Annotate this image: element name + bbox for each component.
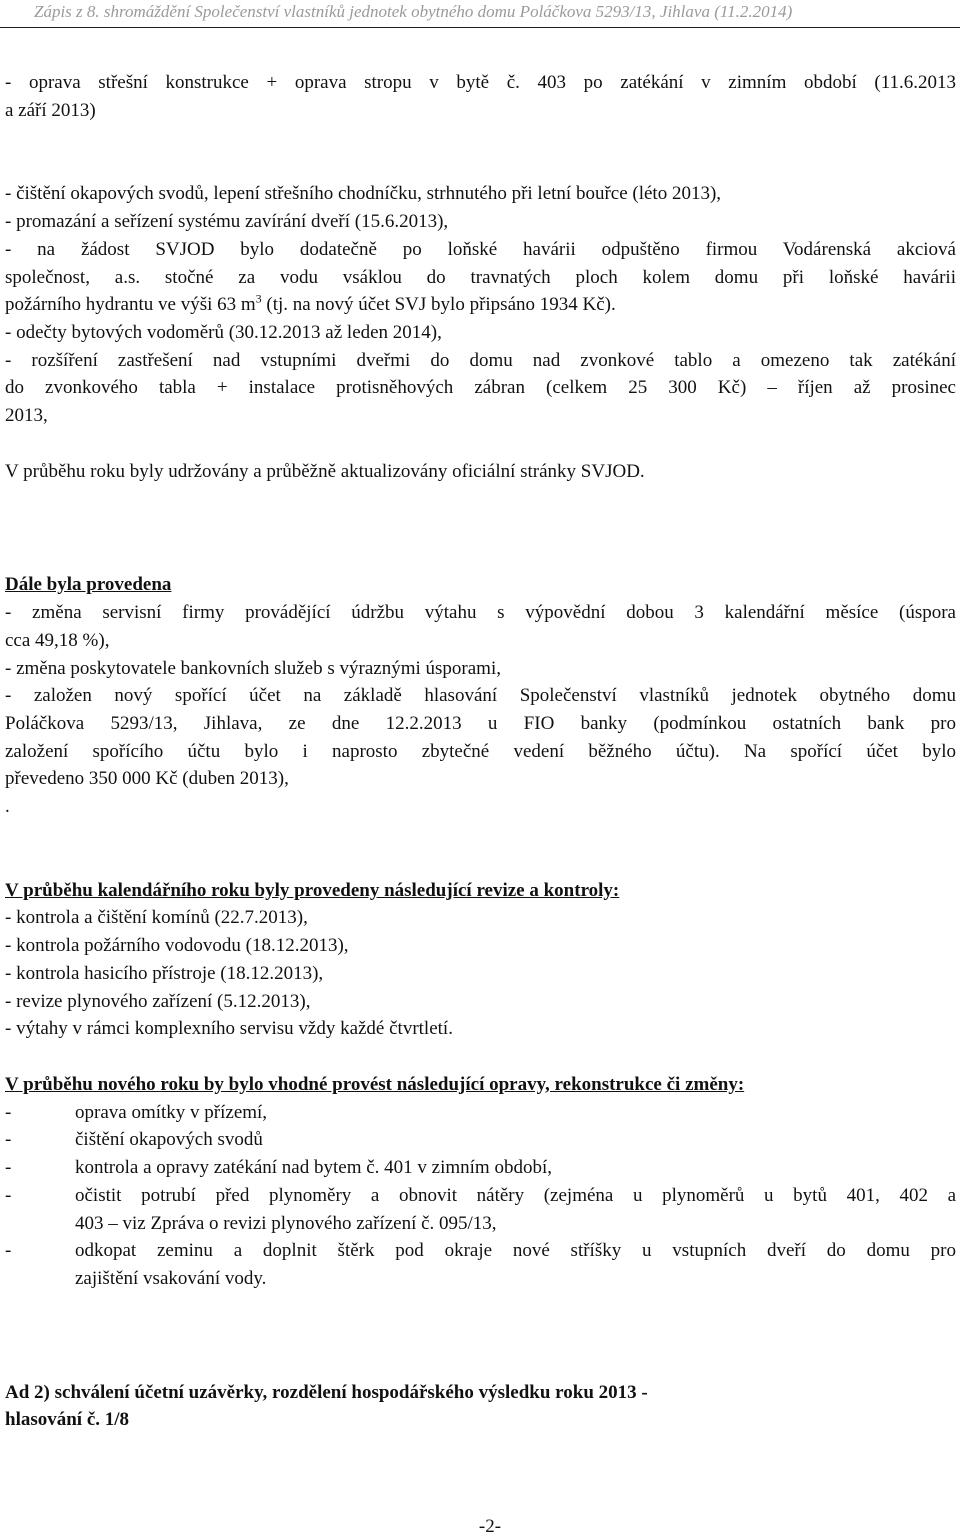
text-line: cca 49,18 %), <box>5 629 110 651</box>
list-item: - výtahy v rámci komplexního servisu vždy každé čtvrtletí. <box>5 1018 453 1040</box>
list-item <box>5 1126 956 1154</box>
list-item-text: odkopat zeminu a doplnit štěrk pod okraje nové stříšky u vstupních dveří do domu pro <box>75 1240 956 1262</box>
list-dash: - <box>5 1184 12 1206</box>
text-line: - založen nový spořící účet na základě hlasování Společenství vlastníků jednotek obytného domu <box>5 685 956 707</box>
list-item-text: oprava omítky v přízemí, <box>75 1101 268 1123</box>
text-line: do zvonkového tabla + instalace protisněhových zábran (celkem 25 300 Kč) – říjen až prosinec <box>5 377 956 399</box>
works-list <box>5 180 956 429</box>
text-line: - promazání a seřízení systému zavírání dveří (15.6.2013), <box>5 211 449 233</box>
page-header: Zápis z 8. shromáždění Společenství vlastníků jednotek obytného domu Poláčkova 5293/13, Jihlava (11.2.2014) <box>0 0 960 28</box>
text-line: 2013, <box>5 405 48 427</box>
text-line: - rozšíření zastřešení nad vstupními dveřmi do domu nad zvonkové tablo a omezeno tak zatékání <box>5 349 956 371</box>
list-item-text: kontrola a opravy zatékání nad bytem č. 401 v zimním období, <box>75 1157 552 1179</box>
list-dash: - <box>5 1157 12 1179</box>
credit-text: (tj. na nový účet SVJ bylo připsáno 1934 Kč). <box>261 294 616 316</box>
text-line: - čištění okapových svodů, lepení střešního chodníčku, strhnutého při letní bouřce (léto 2013), <box>5 183 722 205</box>
cubic-superscript: 3 <box>255 291 262 306</box>
list-item <box>5 1182 956 1237</box>
list-item <box>5 1237 956 1292</box>
text-line: - změna servisní firmy provádějící údržbu výtahu s výpovědní dobou 3 kalendářní měsíce (úspora <box>5 602 956 624</box>
list-dash: - <box>5 1240 12 1262</box>
text-line: společnost, a.s. stočné za vodu vsáklou do travnatých ploch kolem domu při loňské havárii <box>5 266 956 288</box>
list-item-text: očistit potrubí před plynoměry a obnovit nátěry (zejména u plynoměrů u bytů 401, 402 a <box>75 1184 956 1206</box>
section-heading: Dále byla provedena <box>5 574 172 596</box>
list-item: - kontrola požárního vodovodu (18.12.2013), <box>5 935 349 957</box>
text-line: - oprava střešní konstrukce + oprava stropu v bytě č. 403 po zatékání v zimním období (11.6.2013 <box>5 72 956 93</box>
section-title: Ad 2) schválení účetní uzávěrky, rozdělení hospodářského výsledku roku 2013 - <box>5 1381 648 1403</box>
further-section <box>5 571 956 820</box>
website-note: V průběhu roku byly udržovány a průběžně aktualizovány oficiální stránky SVJOD. <box>5 460 645 482</box>
text-line: - změna poskytovatele bankovních služeb s výraznými úsporami, <box>5 657 501 679</box>
section-heading: V průběhu nového roku by bylo vhodné provést následující opravy, rekonstrukce či změny: <box>5 1073 745 1095</box>
text-line: . <box>5 796 10 818</box>
list-dash: - <box>5 1101 12 1123</box>
list-item: - kontrola hasicího přístroje (18.12.2013), <box>5 962 324 984</box>
text-line <box>5 291 956 319</box>
section-2-heading <box>5 1379 956 1434</box>
list-item-text: 403 – viz Zpráva o revizi plynového zařízení č. 095/13, <box>75 1212 497 1234</box>
list-item: - kontrola a čištění komínů (22.7.2013), <box>5 907 308 929</box>
text-line: založení spořícího účtu bylo i naprosto zbytečné vedení běžného účtu). Na spořící účet bylo <box>5 740 956 762</box>
text-line: - na žádost SVJOD bylo dodatečně po loňské havárii odpuštěno firmou Vodárenská akciová <box>5 238 956 260</box>
text-line: a září 2013) <box>5 99 96 121</box>
list-item <box>5 1154 956 1182</box>
list-item-text: zajištění vsakování vody. <box>75 1267 267 1289</box>
section-heading: V průběhu kalendářního roku byly provedeny následující revize a kontroly: <box>5 879 620 901</box>
section-title: hlasování č. 1/8 <box>5 1409 130 1431</box>
hydrant-text: požárního hydrantu ve výši 63 m <box>5 294 256 316</box>
repairs-block <box>5 69 956 124</box>
text-line: Poláčkova 5293/13, Jihlava, ze dne 12.2.2013 u FIO banky (podmínkou ostatních bank pro <box>5 712 956 734</box>
page-number: -2- <box>478 1516 502 1537</box>
list-item: - revize plynového zařízení (5.12.2013), <box>5 990 311 1012</box>
next-year-section <box>5 1071 956 1293</box>
list-item-text: čištění okapových svodů <box>75 1129 263 1151</box>
text-line: převedeno 350 000 Kč (duben 2013), <box>5 768 289 790</box>
document-body <box>5 69 956 1434</box>
list-dash: - <box>5 1129 12 1151</box>
inspections-section <box>5 877 956 1043</box>
text-line: - odečty bytových vodoměrů (30.12.2013 až leden 2014), <box>5 321 442 343</box>
list-item <box>5 1099 956 1127</box>
